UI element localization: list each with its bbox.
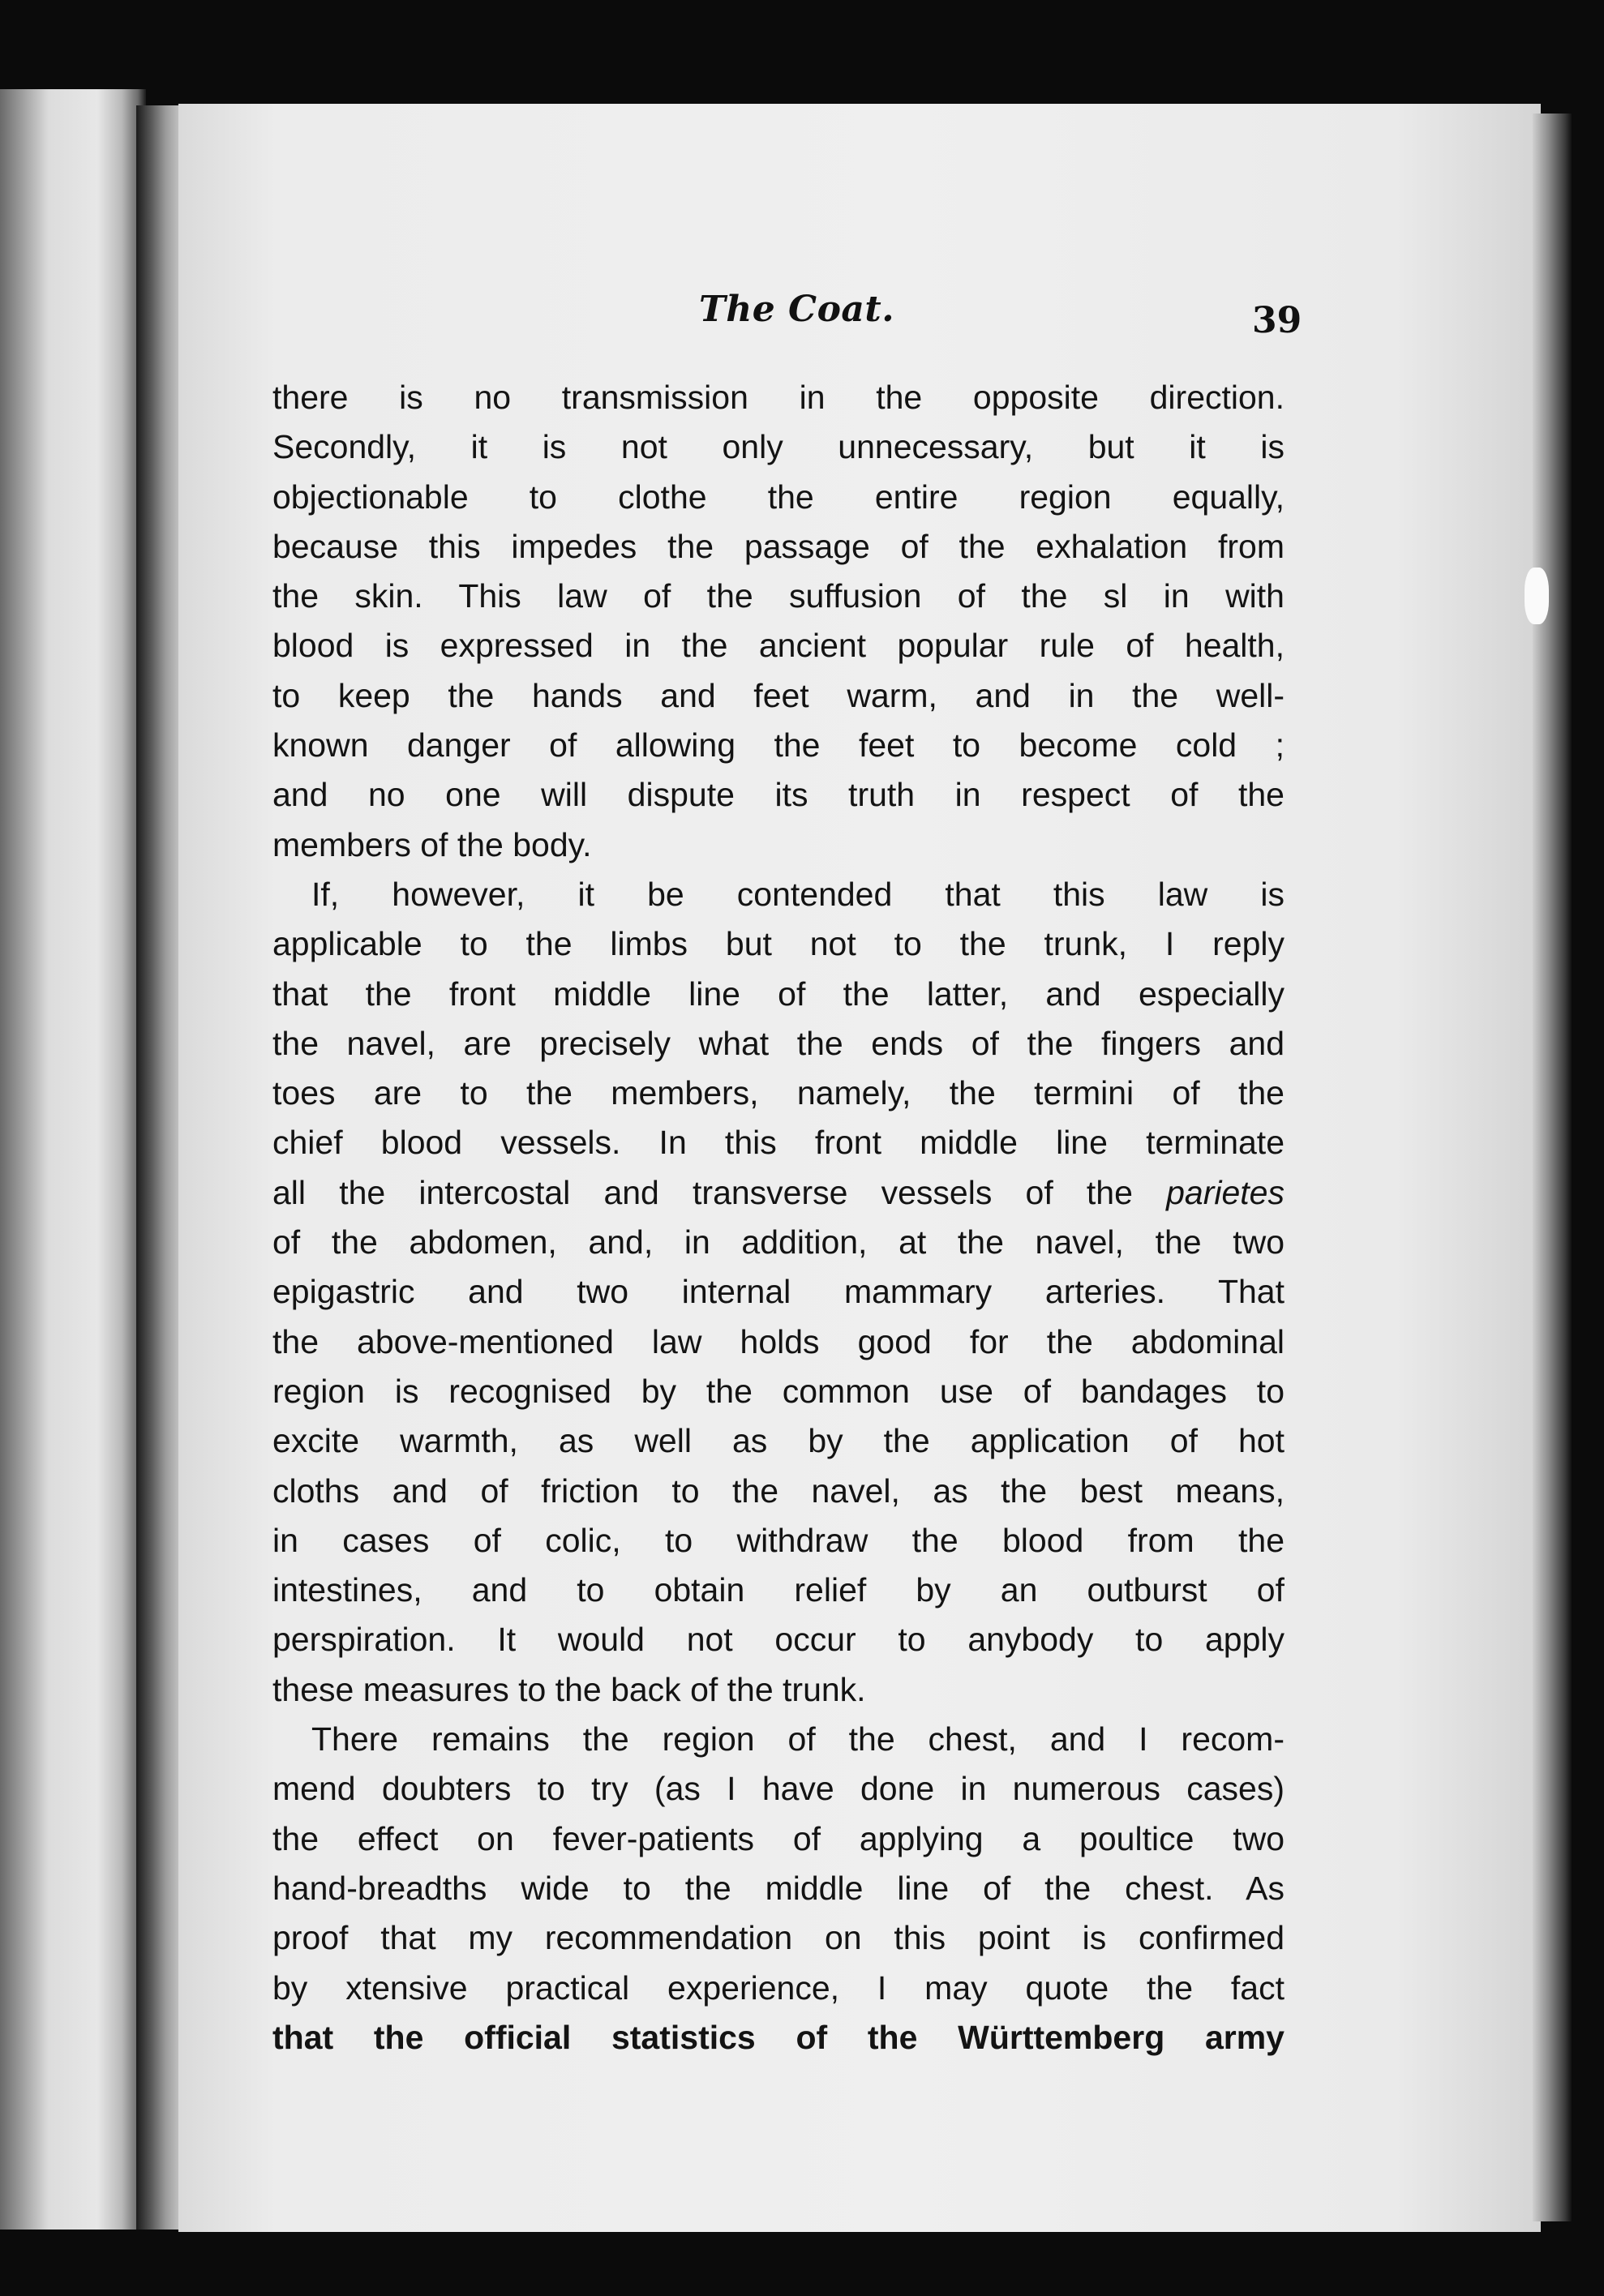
text-line: by xtensive practical experience, I may quote the fact bbox=[272, 1968, 1284, 2007]
text-line: There remains the region of the chest, and I recom- bbox=[311, 1720, 1284, 1758]
text-line: region is recognised by the common use of bandages to bbox=[272, 1372, 1284, 1410]
text-line: in cases of colic, to withdraw the blood from the bbox=[272, 1521, 1284, 1559]
body-text bbox=[272, 373, 1284, 2063]
page-number: 39 bbox=[1252, 300, 1302, 341]
text-line: to keep the hands and feet warm, and in the well- bbox=[272, 676, 1284, 714]
text-line: the skin. This law of the suffusion of the sl in with bbox=[272, 577, 1284, 615]
text-line: there is no transmission in the opposite direction. bbox=[272, 379, 1284, 416]
scan-smudge bbox=[1525, 568, 1549, 624]
text-line: chief blood vessels. In this front middle line terminate bbox=[272, 1124, 1284, 1162]
text-line: intestines, and to obtain relief by an outburst of bbox=[272, 1571, 1284, 1609]
page-header bbox=[0, 289, 1604, 353]
text-line: epigastric and two internal mammary arteries. That bbox=[272, 1273, 1284, 1311]
text-line: mend doubters to try (as I have done in numerous cases) bbox=[272, 1770, 1284, 1808]
page-fore-edge bbox=[1533, 114, 1572, 2221]
facing-page-edge bbox=[0, 89, 146, 2230]
text-line: because this impedes the passage of the exhalation from bbox=[272, 527, 1284, 565]
text-line: known danger of allowing the feet to become cold ; bbox=[272, 726, 1284, 765]
text-line: blood is expressed in the ancient popular rule of health, bbox=[272, 627, 1284, 665]
text-line: excite warmth, as well as by the application of hot bbox=[272, 1422, 1284, 1460]
text-line: the above-mentioned law holds good for the abdominal bbox=[272, 1322, 1284, 1360]
text-line: If, however, it be contended that this law is bbox=[311, 875, 1284, 913]
text-line: that the front middle line of the latter, and especially bbox=[272, 975, 1284, 1013]
text-line: of the abdomen, and, in addition, at the navel, the two bbox=[272, 1223, 1284, 1262]
text-line: and no one will dispute its truth in respect of the bbox=[272, 776, 1284, 814]
text-line: applicable to the limbs but not to the trunk, I reply bbox=[272, 925, 1284, 963]
text-line: Secondly, it is not only unnecessary, but it is bbox=[272, 428, 1284, 466]
text-line: objectionable to clothe the entire region equally, bbox=[272, 478, 1284, 516]
text-line: that the official statistics of the Württemberg army bbox=[272, 2018, 1284, 2056]
text-line: the navel, are precisely what the ends of the fingers and bbox=[272, 1024, 1284, 1062]
text-line: hand-breadths wide to the middle line of the chest. As bbox=[272, 1869, 1284, 1907]
text-line: the effect on fever-patients of applying a poultice two bbox=[272, 1819, 1284, 1857]
text-line: perspiration. It would not occur to anybody to apply bbox=[272, 1621, 1284, 1659]
text-line: members of the body. bbox=[272, 825, 592, 863]
running-head: The Coat. bbox=[699, 289, 895, 330]
text-line-with-italic bbox=[272, 1168, 1284, 1218]
text-segment: all the intercostal and transverse vessels of the bbox=[272, 1173, 1133, 1211]
text-line: proof that my recommendation on this point is confirmed bbox=[272, 1919, 1284, 1957]
text-line: cloths and of friction to the navel, as the best means, bbox=[272, 1471, 1284, 1510]
text-line: toes are to the members, namely, the termini of the bbox=[272, 1074, 1284, 1112]
italic-term: parietes bbox=[1166, 1173, 1284, 1211]
text-line: these measures to the back of the trunk. bbox=[272, 1670, 866, 1708]
